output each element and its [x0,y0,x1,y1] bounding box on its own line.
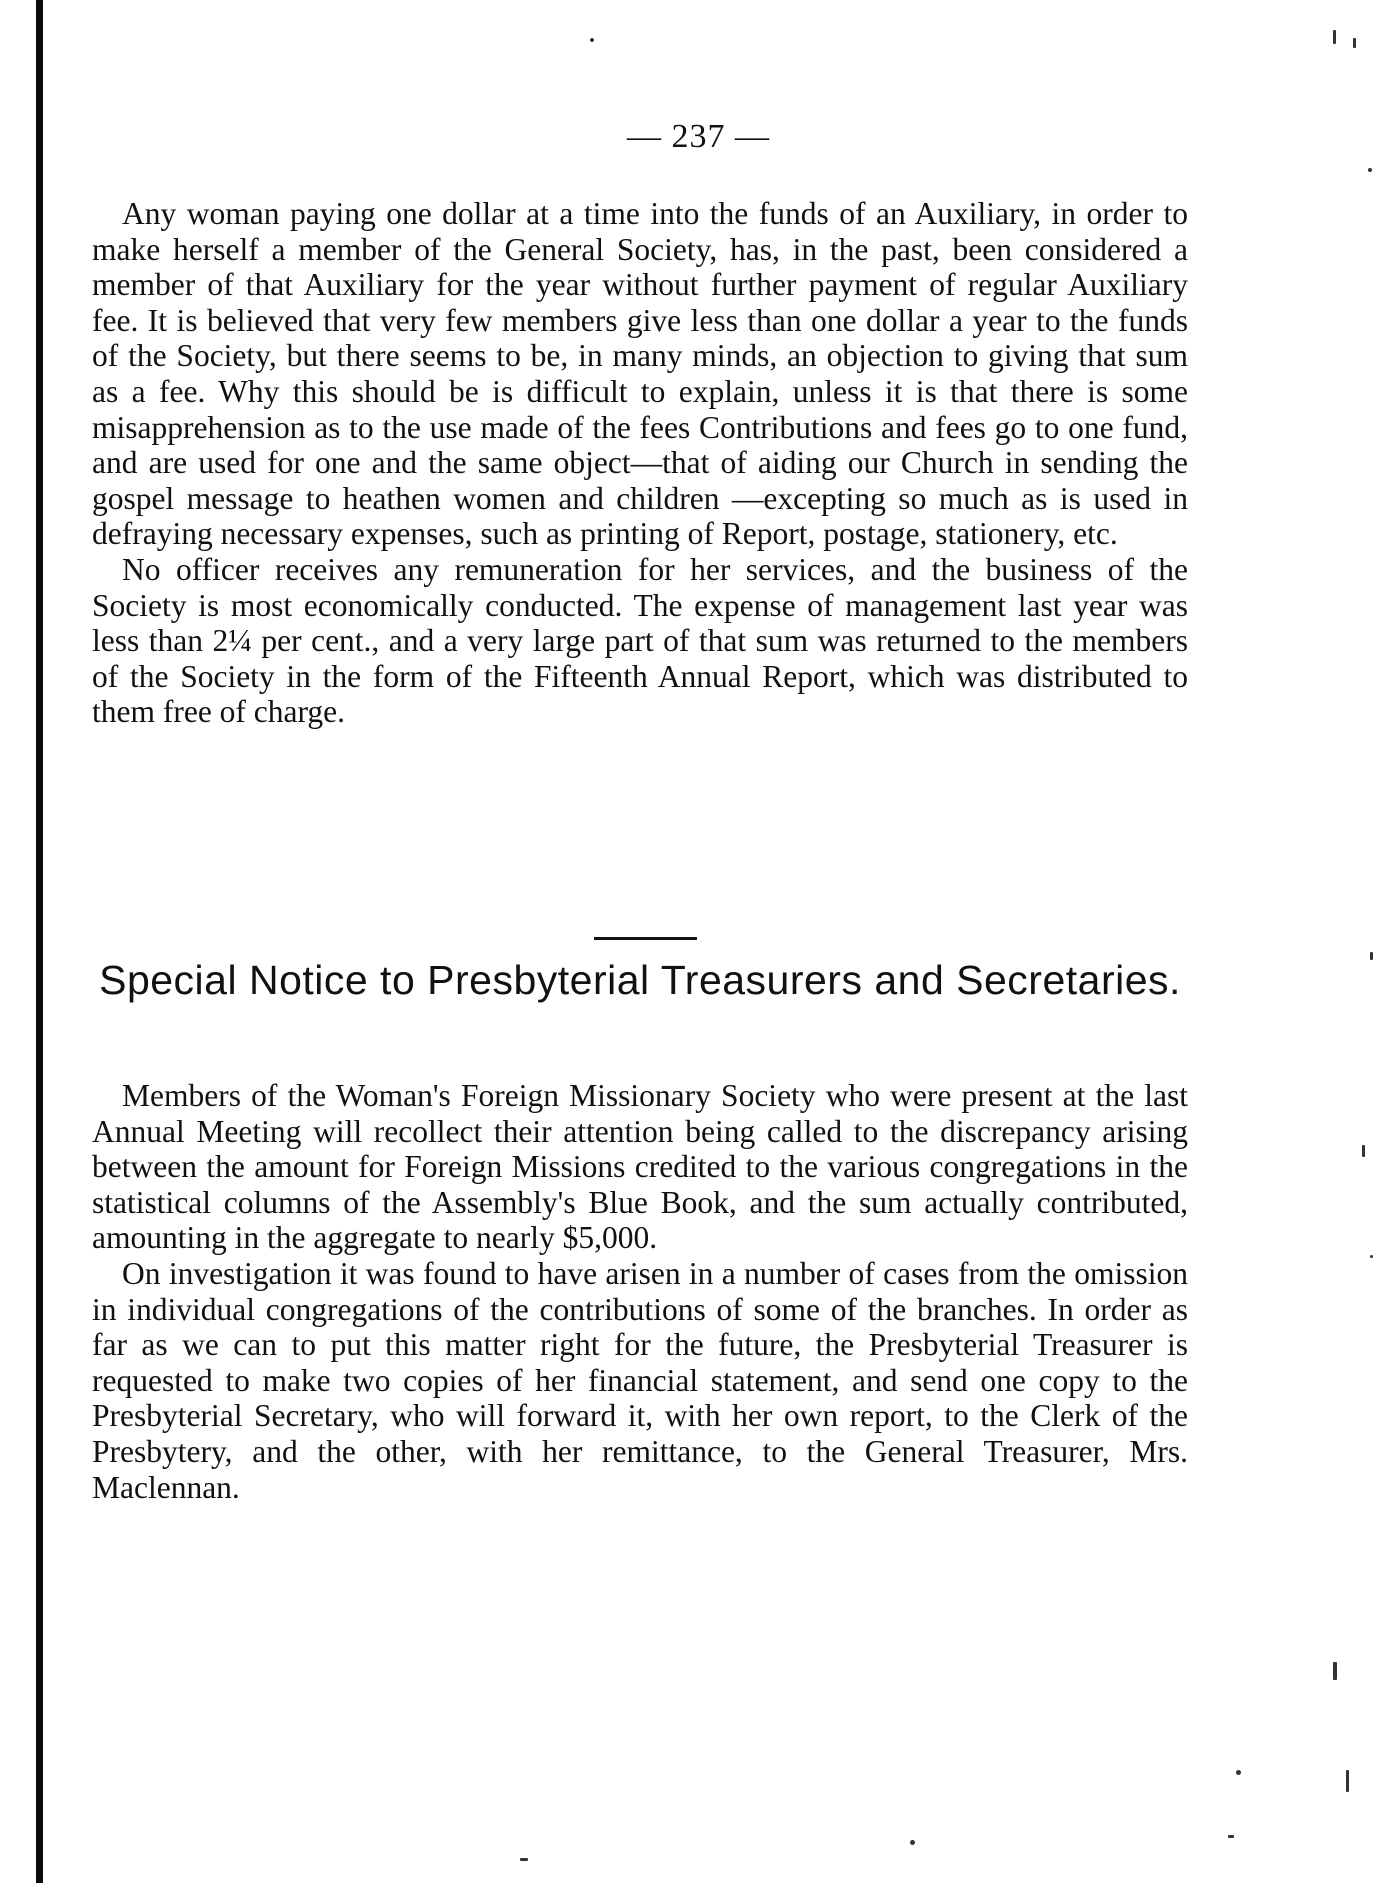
scan-speck [1228,1835,1234,1838]
scan-speck [1333,30,1336,44]
scan-speck [1370,952,1373,960]
notice-section [92,1078,1188,1505]
page-binding-edge [36,0,43,1883]
paragraph-investigation: On investigation it was found to have arisen in a number of cases from the omission in individual congregations of the contributions of some of the branches. In order as far as we can to put this matter right for the future, the Presbyterial Treasurer is requested to make two copies of her financial statement, and send one copy to the Presbyterial Secretary, who will forward it, with her own report, to the Clerk of the Presbytery, and the other, with her remittance, to the General Treasurer, Mrs. Maclennan. [92,1255,1188,1505]
page-number: — 237 — [627,118,770,155]
paragraph-discrepancy: Members of the Woman's Foreign Missionary Society who were present at the last Annual Meeting will recollect their attention being called to the discrepancy arising between the amount for Foreign Missions credited to the various congregations in the statistical columns of the Assembly's Blue Book, and the sum actually contributed, amounting in the aggregate to nearly $5,000. [92,1078,1188,1256]
scan-speck [1346,1770,1349,1792]
scan-speck [1333,1662,1337,1680]
scan-speck [1368,168,1372,172]
intro-section [92,196,1188,730]
scan-speck [910,1840,915,1845]
scan-speck [590,38,594,42]
paragraph-officers-expenses: No officer receives any remuneration for her services, and the business of the Society is most economically conducted. The expense of management last year was less than 2¼ per cent., and a very large part of that sum was returned to the members of the Society in the form of the Fifteenth Annual Report, which was distributed to them free of charge. [92,551,1188,730]
scan-speck [520,1858,528,1861]
section-heading: Special Notice to Presbyterial Treasurers and Secretaries. [99,957,1181,1003]
scan-speck [1370,1255,1373,1258]
scan-speck [1236,1770,1241,1775]
scan-speck [1353,38,1356,48]
scan-speck [1362,1145,1365,1157]
section-divider [594,937,697,940]
paragraph-membership-fee: Any woman paying one dollar at a time into the funds of an Auxiliary, in order to make herself a member of the General Society, has, in the past, been considered a member of that Auxiliary for the year without further payment of regular Auxiliary fee. It is believed that very few members give less than one dollar a year to the funds of the Society, but there seems to be, in many minds, an objection to giving that sum as a fee. Why this should be is difficult to explain, unless it is that there is some misapprehension as to the use made of the fees Contributions and fees go to one fund, and are used for one and the same object—that of aiding our Church in sending the gospel message to heathen women and children —excepting so much as is used in defraying necessary expenses, such as printing of Report, postage, stationery, etc. [92,196,1188,552]
